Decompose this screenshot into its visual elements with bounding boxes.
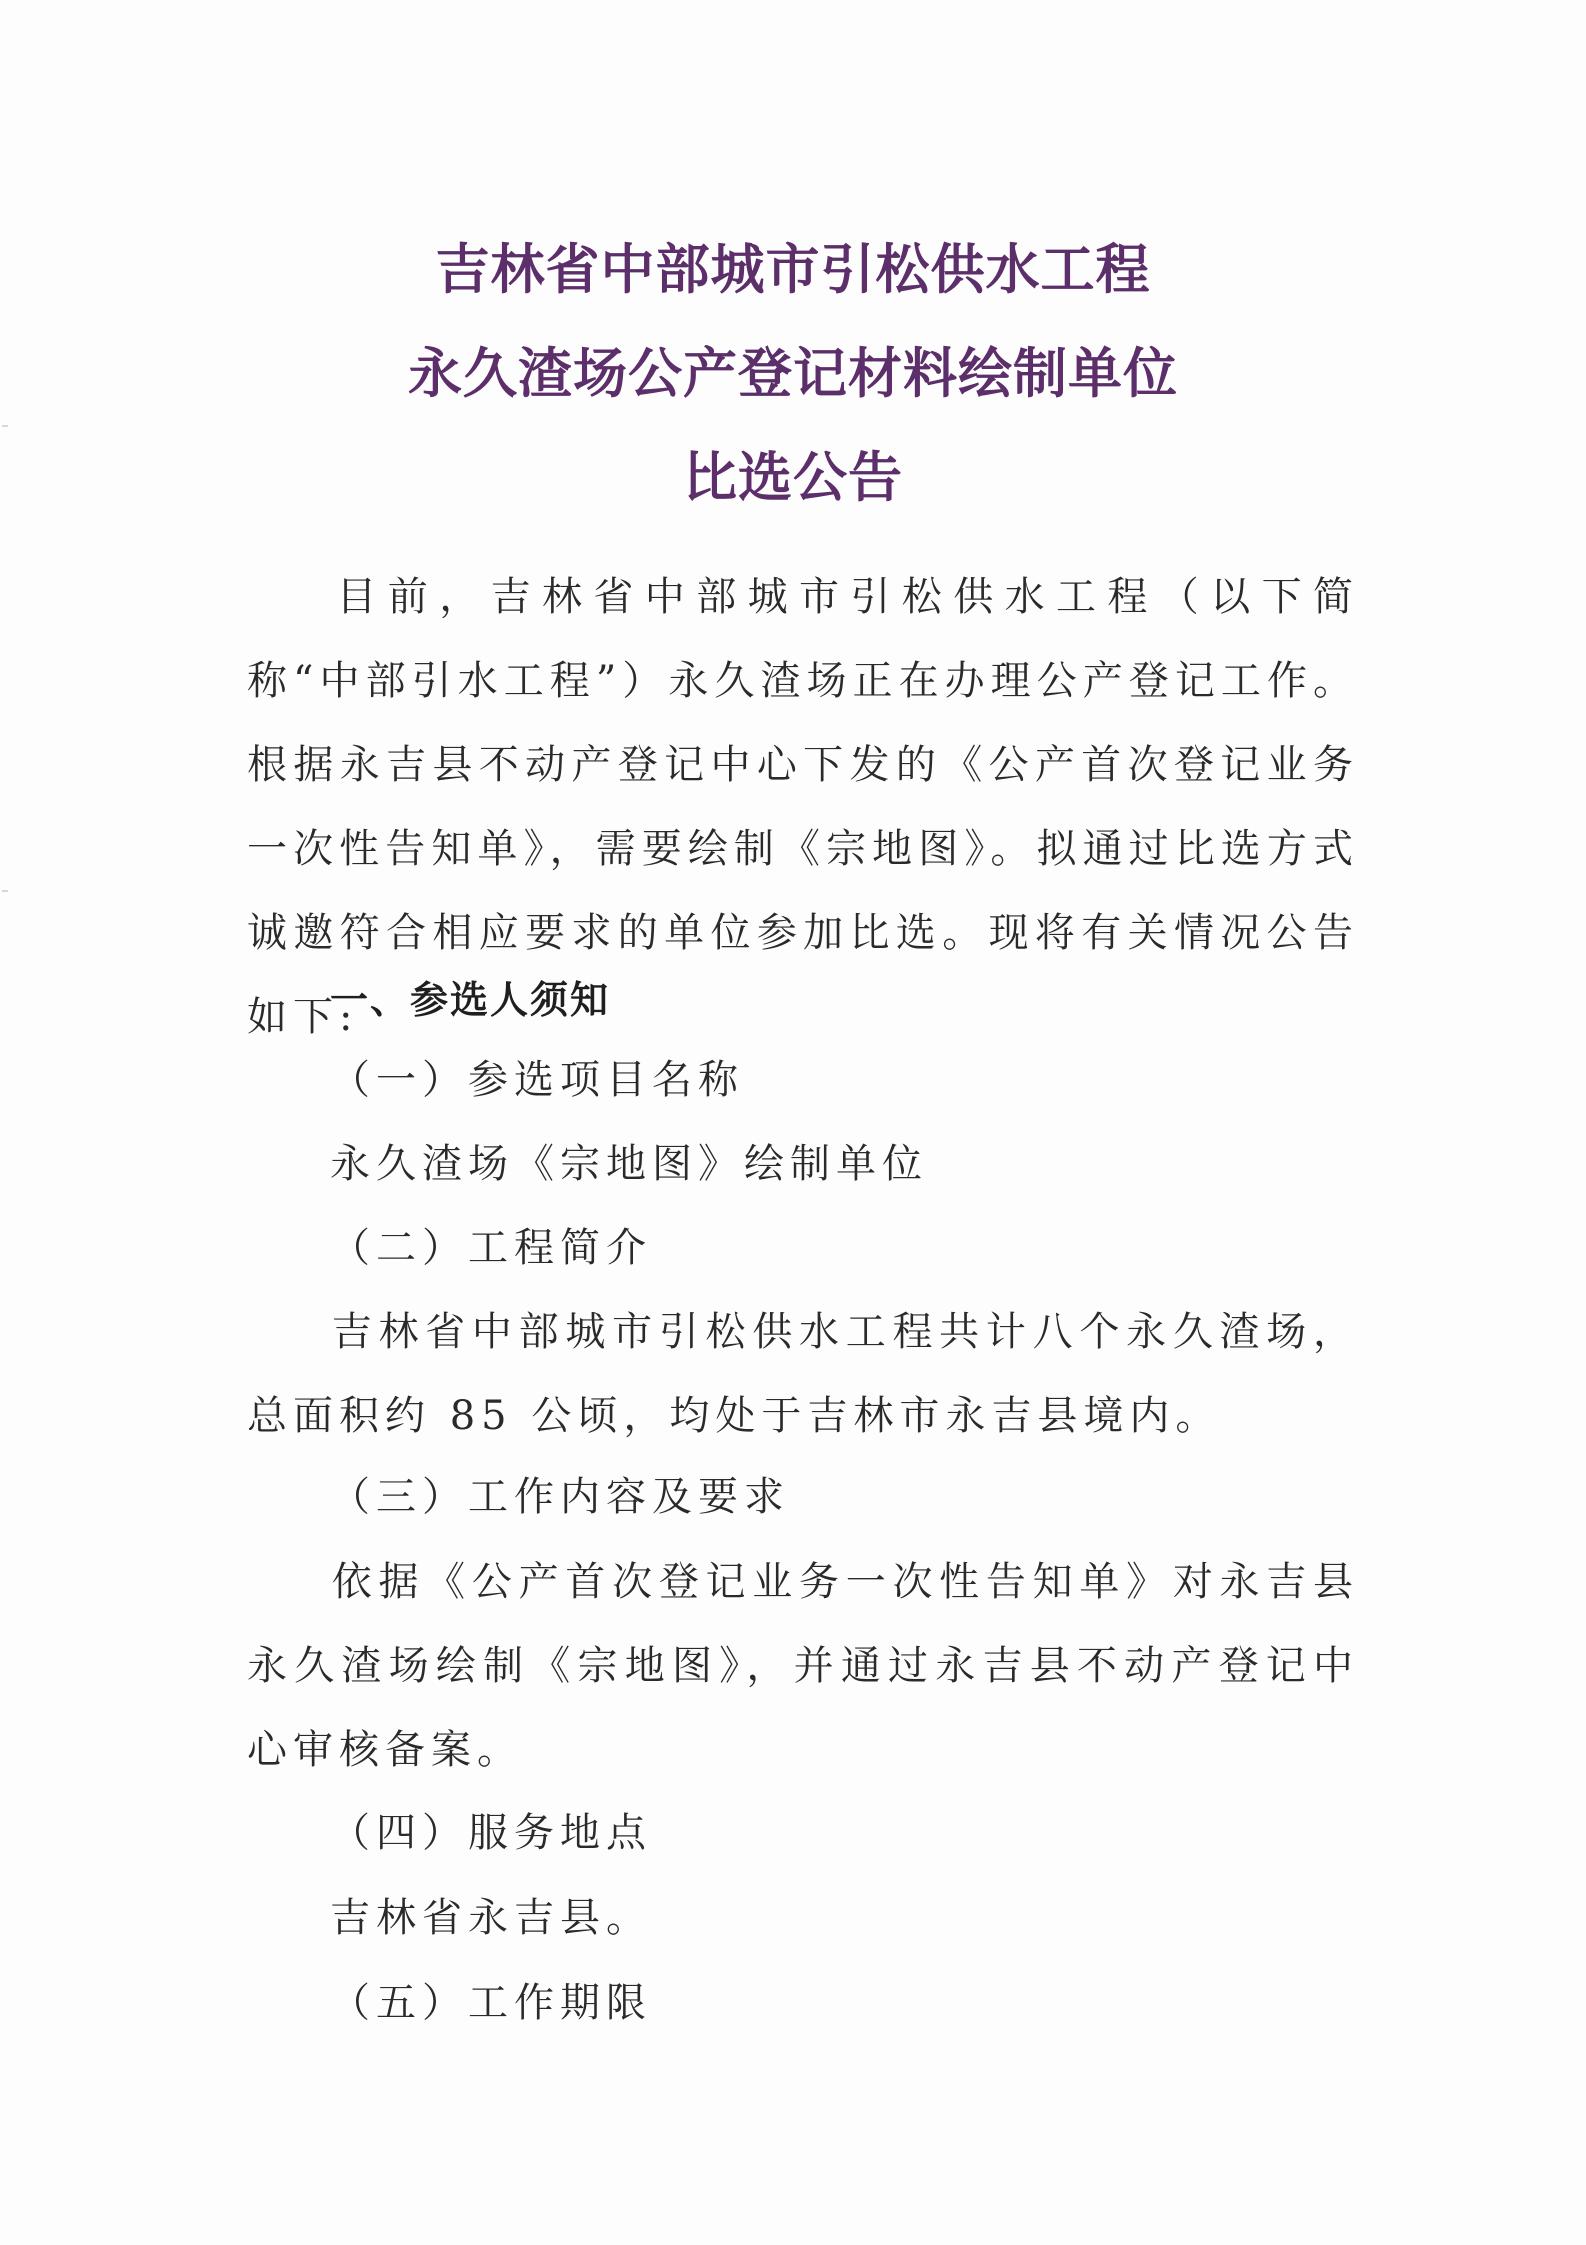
title-line-2: 永久渣场公产登记材料绘制单位 bbox=[408, 342, 1178, 405]
title-line-1: 吉林省中部城市引松供水工程 bbox=[435, 238, 1151, 301]
scan-artifact bbox=[2, 425, 8, 427]
section-heading: 一、参选人须知 bbox=[330, 978, 611, 1022]
item1-text: 永久渣场《宗地图》绘制单位 bbox=[330, 1141, 928, 1187]
intro-text: 目前，吉林省中部城市引松供水工程（以下简称“中部引水工程”）永久渣场正在办理公产登记工作。根据永吉县不动产登记中心下发的《公产首次登记业务一次性告知单》，需要绘制《宗地图》。拟通过比选方式诚邀符合相应要求的单位参加比选。现将有关情况公告如下: bbox=[247, 574, 1359, 1040]
item3-paragraph bbox=[247, 1540, 1359, 1792]
item2-text: 吉林省中部城市引松供水工程共计八个永久渣场，总面积约 85 公顷，均处于吉林市永吉县境内。 bbox=[247, 1309, 1359, 1439]
scan-artifact bbox=[2, 890, 8, 892]
item4-heading: （四）服务地点 bbox=[330, 1810, 652, 1856]
item2-heading: （二）工程简介 bbox=[330, 1225, 652, 1271]
item3-heading: （三）工作内容及要求 bbox=[330, 1474, 790, 1520]
title-line-3: 比选公告 bbox=[683, 446, 903, 509]
item2-paragraph bbox=[247, 1290, 1359, 1458]
item3-text: 依据《公产首次登记业务一次性告知单》对永吉县永久渣场绘制《宗地图》，并通过永吉县不动产登记中心审核备案。 bbox=[247, 1559, 1359, 1773]
item4-text: 吉林省永吉县。 bbox=[330, 1895, 652, 1941]
item1-heading: （一）参选项目名称 bbox=[330, 1057, 744, 1103]
item5-heading: （五）工作期限 bbox=[330, 1980, 652, 2026]
